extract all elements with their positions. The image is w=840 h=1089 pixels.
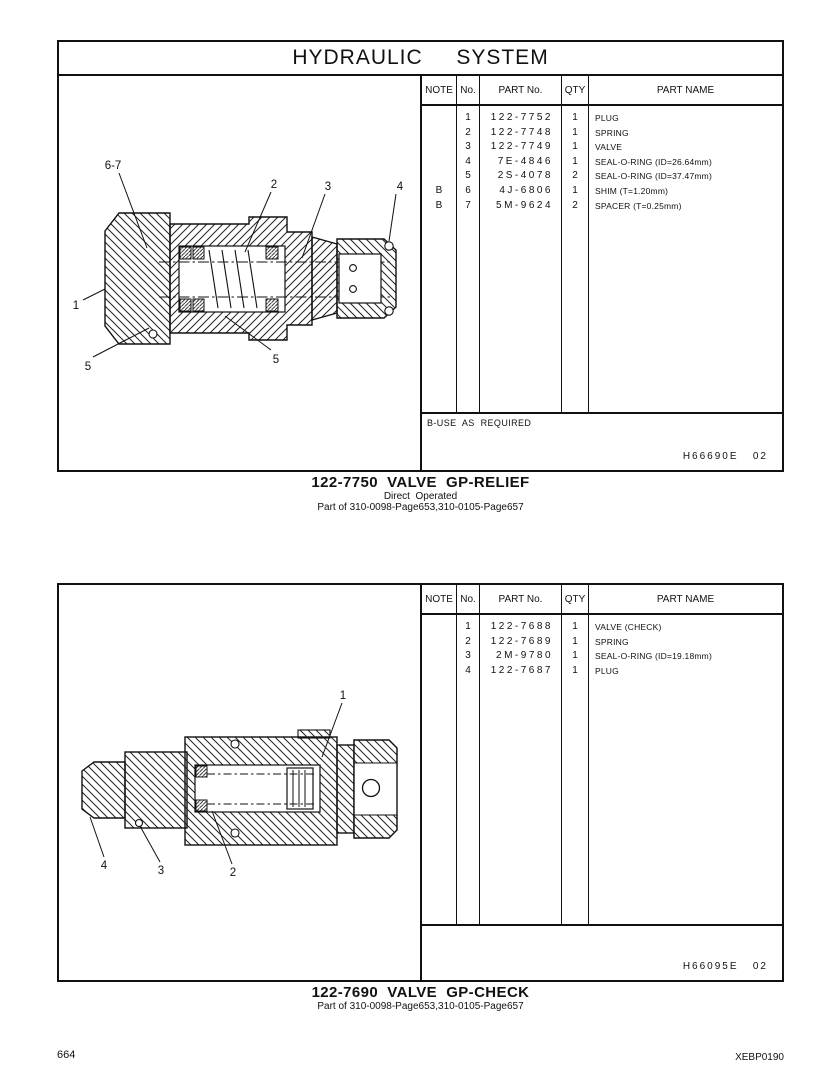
note-cell [422,169,456,184]
callout-3: 3 [324,181,332,193]
qty-cell: 1 [572,621,578,632]
relief-valve-body [105,213,396,344]
part-no-cell: 122-7688 [490,621,553,632]
col-header-qty: QTY [562,76,589,104]
relief-panel-content [59,76,782,470]
check-panel-content [59,585,782,980]
part-no-cell: 2S-4078 [497,170,553,182]
note-cell [422,111,456,126]
qty-cell: 1 [572,141,578,153]
callout-2: 2 [270,179,278,191]
document-code: XEBP0190 [735,1052,784,1063]
use-as-required-note: B-USE AS REQUIRED [427,418,532,428]
table-note-area [422,414,782,470]
col-header-part-no: PART No. [480,76,562,104]
page-title: HYDRAULIC SYSTEM [59,42,782,76]
col-no [457,615,480,924]
no-cell: 7 [465,199,471,211]
caption-reference: Part of 310-0098-Page653,310-0105-Page657 [317,1001,524,1012]
note-cell: B [435,199,443,211]
part-name-cell: PLUG [595,665,619,676]
callout-5-right: 5 [272,354,280,366]
no-cell: 4 [465,664,471,676]
note-cell [422,155,456,170]
part-no-cell: 122-7749 [490,141,553,153]
part-no-cell: 122-7687 [490,664,553,676]
check-valve-body [82,730,397,845]
no-cell: 1 [465,112,471,123]
part-no-cell: 4J-6806 [499,184,553,196]
col-note [422,106,457,412]
part-name-cell: SPACER (T=0.25mm) [595,200,682,211]
part-name-cell: SEAL-O-RING (ID=19.18mm) [595,651,712,662]
note-cell [422,620,456,635]
callout-3: 3 [157,865,165,877]
part-name-cell: SPRING [595,127,629,138]
check-valve-caption [57,984,784,1012]
caption-reference: Part of 310-0098-Page653,310-0105-Page657 [317,502,524,513]
no-cell: 2 [465,635,471,647]
table-header-row [422,76,782,106]
qty-cell: 2 [572,199,578,211]
col-header-part-name: PART NAME [656,84,715,96]
part-name-cell: VALVE [595,142,623,153]
table-note-area [422,926,782,980]
parts-table-relief [420,76,782,470]
note-cell: B [435,184,443,196]
no-cell: 3 [465,141,471,153]
qty-cell: 1 [572,155,578,167]
qty-cell: 1 [572,650,578,662]
caption-title: 122-7750 VALVE GP-RELIEF [311,474,530,491]
note-cell [422,649,456,664]
part-name-cell: SHIM (T=1.20mm) [595,185,669,196]
qty-cell: 1 [572,112,578,123]
part-name-cell: VALVE (CHECK) [595,622,662,632]
no-cell: 5 [465,170,471,182]
col-header-note: NOTE [422,76,457,104]
col-part-no [480,106,562,412]
relief-valve-diagram [59,76,420,469]
no-cell: 3 [465,650,471,662]
section-relief-valve [57,40,784,472]
part-name-cell: SEAL-O-RING (ID=37.47mm) [595,171,712,182]
callout-1: 1 [72,300,80,312]
part-no-cell: 2M-9780 [496,650,553,662]
callout-6-7: 6-7 [104,160,122,172]
col-header-no: No. [457,585,480,613]
figure-code: H66095E 02 [682,961,768,972]
qty-cell: 1 [572,635,578,647]
part-name-cell: SPRING [595,636,629,647]
col-no [457,106,480,412]
col-qty [562,615,589,924]
part-name-cell: PLUG [595,113,619,123]
note-cell [422,140,456,155]
section-check-valve [57,583,784,982]
relief-valve-caption [57,474,784,513]
part-no-cell: 122-7748 [490,126,553,138]
col-part-no [480,615,562,924]
table-body [422,106,782,414]
callout-4: 4 [396,181,404,193]
col-header-no: No. [457,76,480,104]
col-note [422,615,457,924]
callout-5-left: 5 [84,361,92,373]
caption-title: 122-7690 VALVE GP-CHECK [311,984,530,1001]
callout-1: 1 [339,690,347,702]
no-cell: 4 [465,155,471,167]
col-qty [562,106,589,412]
check-valve-diagram [59,585,420,980]
no-cell: 1 [465,621,471,632]
part-no-cell: 7E-4846 [497,155,553,167]
note-cell [422,126,456,141]
part-no-cell: 122-7752 [490,112,553,123]
col-header-part-no: PART No. [480,585,562,613]
col-header-qty: QTY [562,585,589,613]
col-part-name [589,615,782,924]
part-no-cell: 5M-9624 [496,199,553,211]
col-header-note: NOTE [422,585,457,613]
callout-4: 4 [100,860,108,872]
table-body [422,615,782,926]
callout-2: 2 [229,867,237,879]
page-number: 664 [57,1049,76,1061]
part-no-cell: 122-7689 [490,635,553,647]
table-header-row [422,585,782,615]
col-header-part-name: PART NAME [656,593,715,605]
figure-code: H66690E 02 [682,451,768,462]
part-name-cell: SEAL-O-RING (ID=26.64mm) [595,156,712,167]
qty-cell: 1 [572,126,578,138]
parts-table-check [420,585,782,980]
qty-cell: 2 [572,170,578,182]
qty-cell: 1 [572,664,578,676]
qty-cell: 1 [572,184,578,196]
no-cell: 6 [465,184,471,196]
note-cell [422,635,456,650]
caption-subtitle: Direct Operated [383,491,458,502]
note-cell [422,664,456,679]
no-cell: 2 [465,126,471,138]
col-part-name [589,106,782,412]
